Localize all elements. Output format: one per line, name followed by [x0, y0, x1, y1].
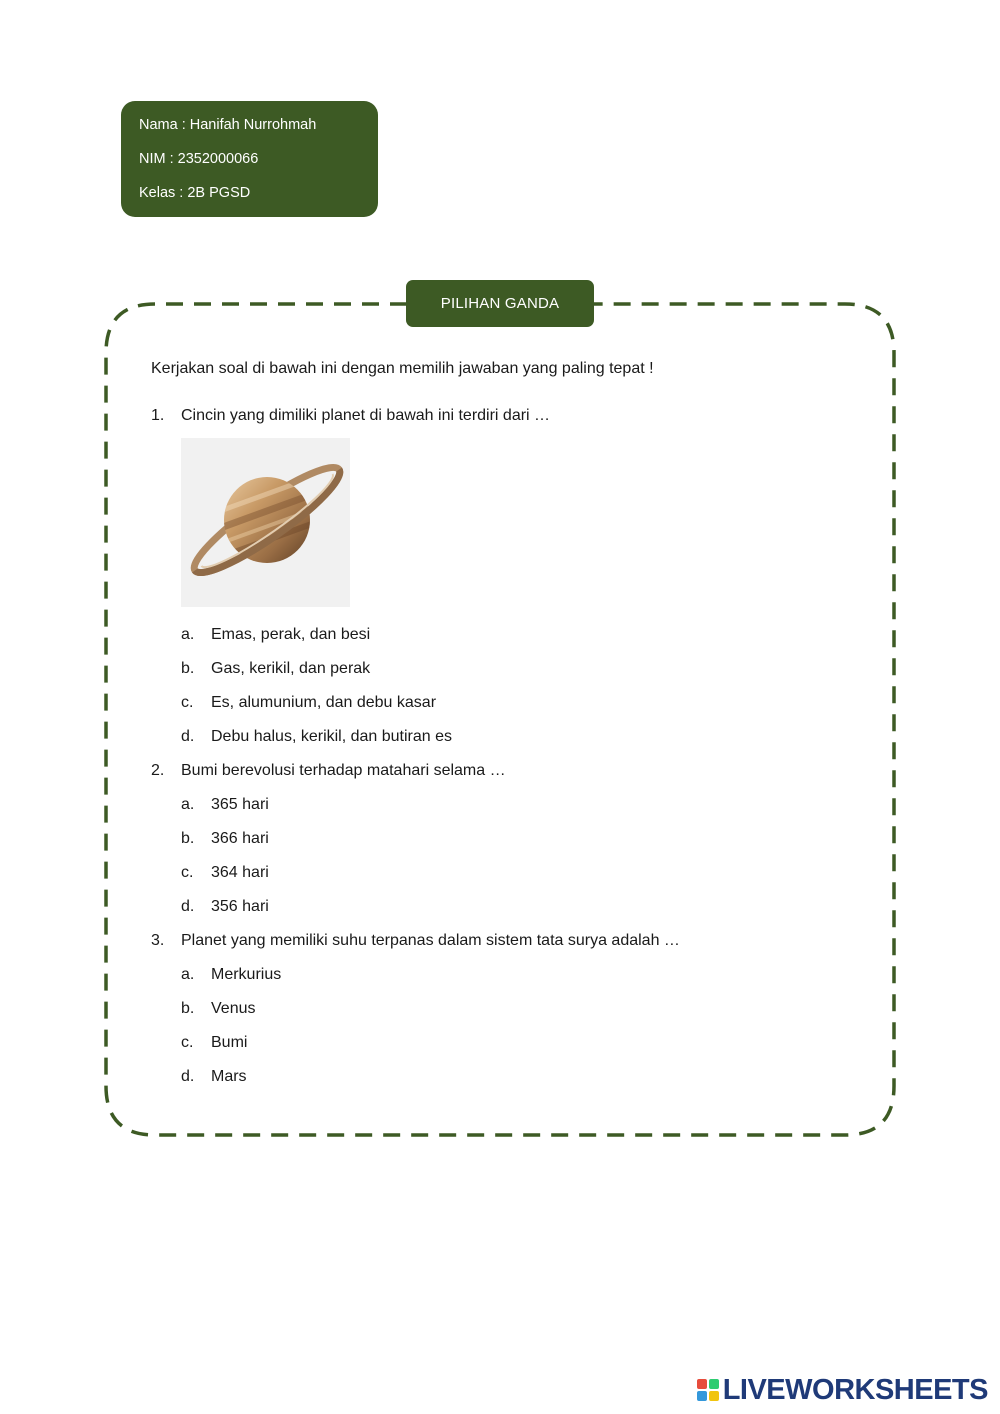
option-text: Es, alumunium, dan debu kasar: [211, 694, 437, 711]
option-letter: b.: [181, 660, 195, 677]
question-1-options: [181, 623, 851, 759]
logo-icon: [697, 1379, 719, 1401]
question-number: 3.: [151, 932, 165, 949]
question-3-options: [181, 963, 851, 1099]
option-letter: d.: [181, 898, 195, 915]
question-text: Planet yang memiliki suhu terpanas dalam sistem tata surya adalah …: [181, 932, 680, 949]
question-3: [151, 929, 851, 963]
option-text: Gas, kerikil, dan perak: [211, 660, 371, 677]
question-2: [151, 759, 851, 793]
instruction-text: Kerjakan soal di bawah ini dengan memilih jawaban yang paling tepat !: [151, 360, 654, 377]
option-letter: d.: [181, 1068, 195, 1085]
student-class: Kelas : 2B PGSD: [139, 185, 251, 201]
option-text: Emas, perak, dan besi: [211, 626, 371, 643]
option-letter: c.: [181, 694, 194, 711]
saturn-image: [181, 438, 350, 607]
option-3d[interactable]: [181, 1065, 851, 1099]
question-1: [151, 404, 851, 428]
option-text: Debu halus, kerikil, dan butiran es: [211, 728, 453, 745]
question-number: 2.: [151, 762, 165, 779]
liveworksheets-logo: [697, 1372, 988, 1408]
option-text: Venus: [211, 1000, 256, 1017]
option-text: 366 hari: [211, 830, 269, 847]
option-3b[interactable]: [181, 997, 851, 1031]
option-1a[interactable]: [181, 623, 851, 657]
option-letter: b.: [181, 830, 195, 847]
section-title-tab: [406, 280, 594, 327]
option-3a[interactable]: [181, 963, 851, 997]
question-number: 1.: [151, 407, 165, 424]
question-text: Bumi berevolusi terhadap matahari selama …: [181, 762, 506, 779]
option-text: Bumi: [211, 1034, 248, 1051]
option-1d[interactable]: [181, 725, 851, 759]
option-3c[interactable]: [181, 1031, 851, 1065]
option-text: 356 hari: [211, 898, 269, 915]
question-text: Cincin yang dimiliki planet di bawah ini terdiri dari …: [181, 407, 551, 424]
question-list: [151, 357, 851, 1099]
option-letter: a.: [181, 796, 195, 813]
option-text: Mars: [211, 1068, 247, 1085]
saturn-icon: [181, 438, 350, 607]
option-2b[interactable]: [181, 827, 851, 861]
option-letter: c.: [181, 864, 194, 881]
option-letter: d.: [181, 728, 195, 745]
option-1c[interactable]: [181, 691, 851, 725]
student-nim: NIM : 2352000066: [139, 151, 259, 167]
question-2-options: [181, 793, 851, 929]
option-text: 365 hari: [211, 796, 269, 813]
option-letter: c.: [181, 1034, 194, 1051]
option-letter: b.: [181, 1000, 195, 1017]
option-text: Merkurius: [211, 966, 282, 983]
option-letter: a.: [181, 626, 195, 643]
section-title: PILIHAN GANDA: [440, 295, 560, 312]
option-1b[interactable]: [181, 657, 851, 691]
logo-text: LIVEWORKSHEETS: [722, 1373, 988, 1406]
option-2d[interactable]: [181, 895, 851, 929]
student-name: Nama : Hanifah Nurrohmah: [139, 117, 317, 133]
option-text: 364 hari: [211, 864, 269, 881]
option-2c[interactable]: [181, 861, 851, 895]
option-letter: a.: [181, 966, 195, 983]
option-2a[interactable]: [181, 793, 851, 827]
